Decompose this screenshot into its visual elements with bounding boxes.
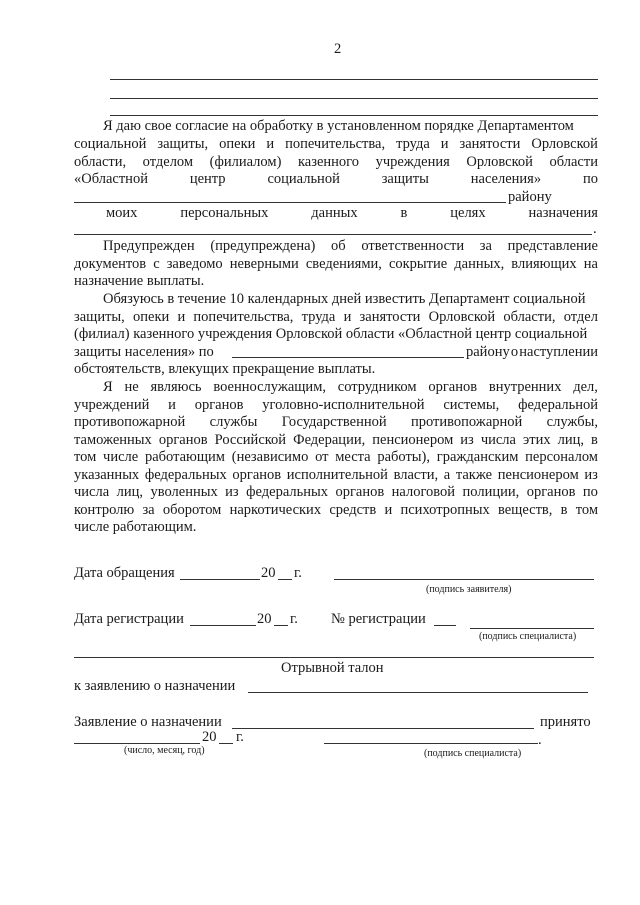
word: социальной — [74, 136, 147, 152]
word: органов — [428, 379, 478, 395]
word: органов — [335, 484, 385, 500]
stub-year-suffix: г. — [236, 729, 244, 745]
word: дел, — [573, 379, 598, 395]
word: и — [177, 309, 186, 325]
word: том — [74, 449, 97, 465]
word: области — [549, 154, 598, 170]
word: власти, — [393, 467, 439, 483]
word: полиции, — [462, 484, 520, 500]
word: таможенных — [74, 432, 152, 448]
registration-number-label: № регистрации — [331, 611, 426, 627]
registration-date-label: Дата регистрации — [74, 611, 184, 627]
obligation-line-4-end — [466, 345, 598, 360]
word: органов — [526, 484, 576, 500]
word: числе — [103, 449, 139, 465]
word: и — [440, 136, 449, 152]
word: противопожарной — [410, 414, 523, 430]
word: сведениями, — [305, 256, 382, 272]
word: указанных — [74, 467, 140, 483]
stub-to-application-label: к заявлению о назначении — [74, 678, 236, 694]
applicant-signature-caption: (подпись заявителя) — [426, 584, 512, 595]
declaration-line-3 — [74, 415, 598, 430]
word: моих — [106, 205, 138, 221]
word: от — [315, 449, 329, 465]
obligation-line-2 — [74, 310, 598, 325]
word: наступлении — [519, 344, 598, 360]
word: (независимо — [231, 449, 309, 465]
word: неверными — [229, 256, 299, 272]
word: опеки — [219, 136, 256, 152]
word: попечительства, — [285, 136, 386, 152]
obligation-line-3: (филиал) казенного учреждения Орловской области «Областной центр социальной — [74, 326, 588, 342]
word: и — [266, 136, 275, 152]
word: числа — [480, 432, 516, 448]
word: персоналом — [525, 449, 598, 465]
consent-line-3 — [74, 155, 598, 170]
word: и — [343, 309, 352, 325]
appeal-date-label: Дата обращения — [74, 565, 175, 581]
word: за — [142, 502, 155, 518]
word: Российской — [214, 432, 287, 448]
word: социальной — [267, 171, 340, 187]
word: Я — [103, 379, 113, 395]
appeal-year-field[interactable] — [278, 579, 292, 580]
word: о — [510, 344, 519, 360]
word: оборотом — [162, 502, 222, 518]
word: органов — [194, 397, 244, 413]
stub-end-dot: . — [538, 732, 542, 748]
word: занятости — [459, 136, 521, 152]
stub-year-prefix: 20 — [202, 729, 217, 745]
word: в — [400, 205, 408, 221]
word: центр — [189, 171, 226, 187]
word: уволенных — [150, 484, 218, 500]
word: отделом — [142, 154, 194, 170]
stub-date-field[interactable] — [74, 743, 200, 744]
specialist-signature-field[interactable] — [470, 628, 594, 629]
declaration-line-7 — [74, 485, 598, 500]
declaration-line-1 — [103, 380, 598, 395]
word: сотрудником — [337, 379, 417, 395]
blank-line — [110, 115, 598, 116]
word: места — [335, 449, 371, 465]
word: из — [225, 484, 239, 500]
word: Орловской — [428, 309, 496, 325]
declaration-line-5 — [74, 450, 598, 465]
word: службы — [209, 414, 258, 430]
word: в — [560, 502, 568, 518]
word: исполнительной — [286, 467, 388, 483]
declaration-line-6 — [74, 468, 598, 483]
word: на — [583, 256, 598, 272]
word: учреждения — [375, 154, 450, 170]
consent-line-4 — [74, 172, 598, 187]
word: федеральных — [246, 484, 328, 500]
word: средств — [329, 502, 377, 518]
word: в — [591, 432, 598, 448]
word: федеральных — [144, 467, 227, 483]
word: документов — [74, 256, 147, 272]
word: защиты, — [157, 136, 209, 152]
word: по — [582, 171, 598, 187]
word: Федерации, — [293, 432, 366, 448]
word: данных, — [454, 256, 505, 272]
word: (предупреждена) — [210, 238, 316, 254]
word: работающим — [144, 449, 225, 465]
word: противопожарной — [74, 414, 186, 430]
registration-year-field[interactable] — [274, 625, 288, 626]
warning-line-2 — [74, 257, 598, 272]
word: населения» — [470, 171, 542, 187]
word: области, — [74, 154, 127, 170]
stub-specialist-signature-field[interactable] — [324, 743, 538, 744]
word: не — [124, 379, 139, 395]
word: психотропных — [400, 502, 490, 518]
word: а — [443, 467, 451, 483]
consent-line-1: Я даю свое согласие на обработку в установленном порядке Департаментом — [103, 118, 574, 134]
stub-year-field[interactable] — [219, 743, 233, 744]
word: органов — [232, 467, 282, 483]
appeal-date-field[interactable] — [180, 579, 260, 580]
word: этих — [523, 432, 551, 448]
word: отдел — [563, 309, 598, 325]
word: попечительства, — [193, 309, 294, 325]
consent-line-6 — [106, 206, 598, 221]
stub-application-label: Заявление о назначении — [74, 714, 222, 730]
word: учреждений — [74, 397, 150, 413]
stub-accepted-label: принято — [540, 714, 591, 730]
word: опеки — [133, 309, 170, 325]
word: занятости — [359, 309, 421, 325]
word: Предупрежден — [103, 238, 195, 254]
word: службы, — [546, 414, 598, 430]
consent-district-word: району — [508, 189, 552, 205]
word: казенного — [297, 154, 359, 170]
district-blank-2 — [232, 357, 464, 358]
stub-date-caption: (число, месяц, год) — [124, 745, 205, 756]
word: (филиалом) — [209, 154, 282, 170]
word: Государственной — [281, 414, 387, 430]
word: гражданским — [436, 449, 519, 465]
registration-number-field[interactable] — [434, 625, 456, 626]
page-number: 2 — [334, 41, 342, 57]
blank-line — [110, 79, 598, 80]
declaration-line-2 — [74, 398, 598, 413]
obligation-line-1: Обязуюсь в течение 10 календарных дней известить Департамент социальной — [103, 291, 586, 307]
stub-application-field[interactable] — [232, 728, 534, 729]
appeal-year-prefix: 20 — [261, 565, 276, 581]
word: по — [582, 484, 598, 500]
word: об — [331, 238, 346, 254]
obligation-line-4-start: защиты населения» по — [74, 344, 214, 360]
warning-line-3: назначение выплаты. — [74, 273, 205, 289]
word: Орловской — [466, 154, 533, 170]
word: федеральной — [518, 397, 598, 413]
word: из — [460, 432, 474, 448]
word: работы), — [377, 449, 430, 465]
word: лиц, — [557, 432, 585, 448]
word: веществ, — [497, 502, 553, 518]
word: числа — [74, 484, 110, 500]
word: наркотических — [229, 502, 322, 518]
word: району — [466, 344, 510, 360]
district-blank — [74, 202, 506, 203]
word: системы, — [443, 397, 500, 413]
declaration-line-9: числе работающим. — [74, 519, 197, 535]
word: также — [455, 467, 493, 483]
word: представление — [507, 238, 598, 254]
word: пенсионером — [497, 467, 579, 483]
word: военнослужащим, — [213, 379, 326, 395]
word: с — [153, 256, 160, 272]
word: ответственности — [361, 238, 465, 254]
word: защиты — [381, 171, 429, 187]
word: том — [575, 502, 598, 518]
word: труда — [396, 136, 430, 152]
specialist-signature-caption: (подпись специалиста) — [479, 631, 577, 642]
word: влияющих — [511, 256, 577, 272]
declaration-line-8 — [74, 503, 598, 518]
word: области, — [503, 309, 556, 325]
word: целях — [450, 205, 486, 221]
word: защиты, — [74, 309, 125, 325]
consent-end-dot: . — [593, 221, 597, 237]
word: заведомо — [166, 256, 223, 272]
word: внутренних — [488, 379, 562, 395]
word: налоговой — [391, 484, 456, 500]
word: уголовно-исполнительной — [262, 397, 425, 413]
word: лиц, — [116, 484, 144, 500]
word: Орловской — [531, 136, 598, 152]
word: из — [584, 467, 598, 483]
applicant-signature-field[interactable] — [334, 579, 594, 580]
word: и — [168, 397, 176, 413]
word: персональных — [180, 205, 269, 221]
declaration-line-4 — [74, 433, 598, 448]
stub-application-type-field[interactable] — [248, 692, 588, 693]
warning-line-1 — [103, 239, 598, 254]
word: данных — [311, 205, 358, 221]
word: назначения — [528, 205, 598, 221]
registration-year-suffix: г. — [290, 611, 298, 627]
word: органов — [158, 432, 208, 448]
word: сокрытие — [388, 256, 448, 272]
word: за — [479, 238, 492, 254]
consent-line-2 — [74, 137, 598, 152]
registration-year-prefix: 20 — [257, 611, 272, 627]
word: контролю — [74, 502, 135, 518]
blank-line — [110, 98, 598, 99]
purpose-blank — [74, 234, 592, 235]
tear-line — [74, 657, 594, 658]
word: «Областной — [74, 171, 148, 187]
word: являюсь — [150, 379, 202, 395]
stub-specialist-caption: (подпись специалиста) — [424, 748, 522, 759]
stub-title: Отрывной талон — [281, 660, 384, 676]
obligation-line-5: обстоятельств, влекущих прекращение выплаты. — [74, 361, 376, 377]
word: и — [384, 502, 393, 518]
appeal-year-suffix: г. — [294, 565, 302, 581]
word: труда — [301, 309, 336, 325]
registration-date-field[interactable] — [190, 625, 256, 626]
word: пенсионером — [372, 432, 454, 448]
